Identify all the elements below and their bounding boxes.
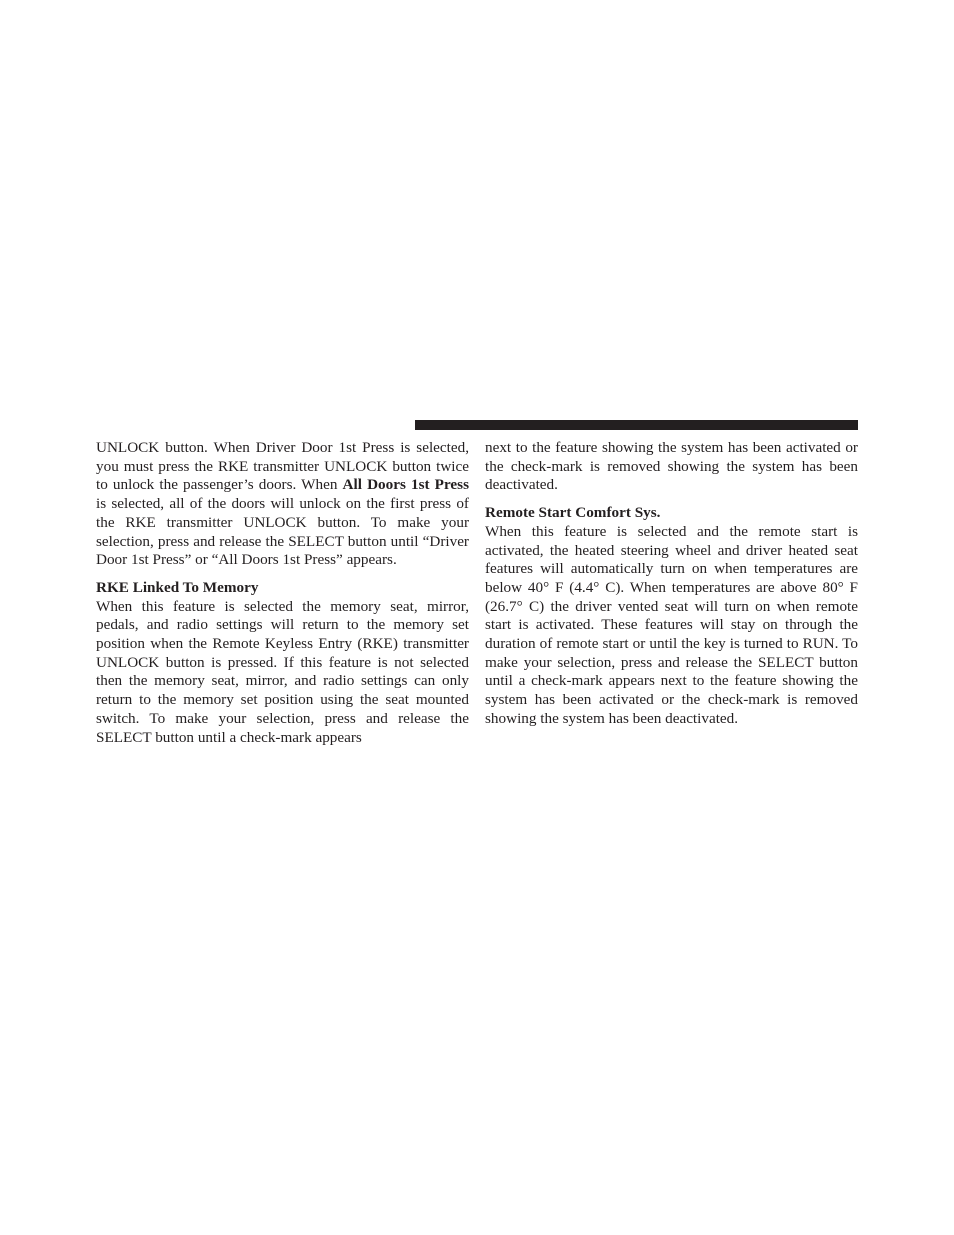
rke-linked-to-memory-body: When this feature is selected the memory seat, mirror, pedals, and radio settings will return to the memory set position when the Remote Keyless Entry (RKE) transmitter UNLOCK button is pressed. If this feature is not selected then the memory seat, mirror, and radio settings can only return to the memory set position using the seat mounted switch. To make your selection, press and release the SELECT button until a check-mark appears (96, 597, 469, 746)
remote-start-comfort-heading: Remote Start Comfort Sys. (485, 504, 661, 522)
section-header-bar (415, 420, 858, 430)
intro-paragraph (96, 439, 469, 570)
rke-linked-to-memory-heading: RKE Linked To Memory (96, 578, 259, 596)
continuation-paragraph: next to the feature showing the system has been activated or the check-mark is removed showing the system has been deactivated. (485, 439, 858, 494)
left-column (96, 439, 469, 747)
all-doors-1st-press-label: All Doors 1st Press (342, 476, 469, 494)
right-column (485, 439, 858, 729)
intro-text-1: UNLOCK button. When Driver Door 1st Press is selected, you must press the RKE transmitter UNLOCK button twice to unlock the passenger’s doors. When (96, 439, 469, 494)
intro-text-2: is selected, all of the doors will unlock on the first press of the RKE transmitter UNLOCK button. To make your selection, press and release the SELECT button until “Driver Door 1st Press” or “All Doors 1st Press” appears. (96, 495, 469, 569)
remote-start-comfort-body: When this feature is selected and the remote start is activated, the heated steering wheel and driver heated seat features will automatically turn on when temperatures are below 40° F (4.4° C). When temperatures are above 80° F (26.7° C) the driver vented seat will turn on when remote start is activated. These features will stay on through the duration of remote start or until the key is turned to RUN. To make your selection, press and release the SELECT button until a check-mark appears next to the feature showing the system has been activated or the check-mark is removed showing the system has been deactivated. (485, 522, 858, 727)
